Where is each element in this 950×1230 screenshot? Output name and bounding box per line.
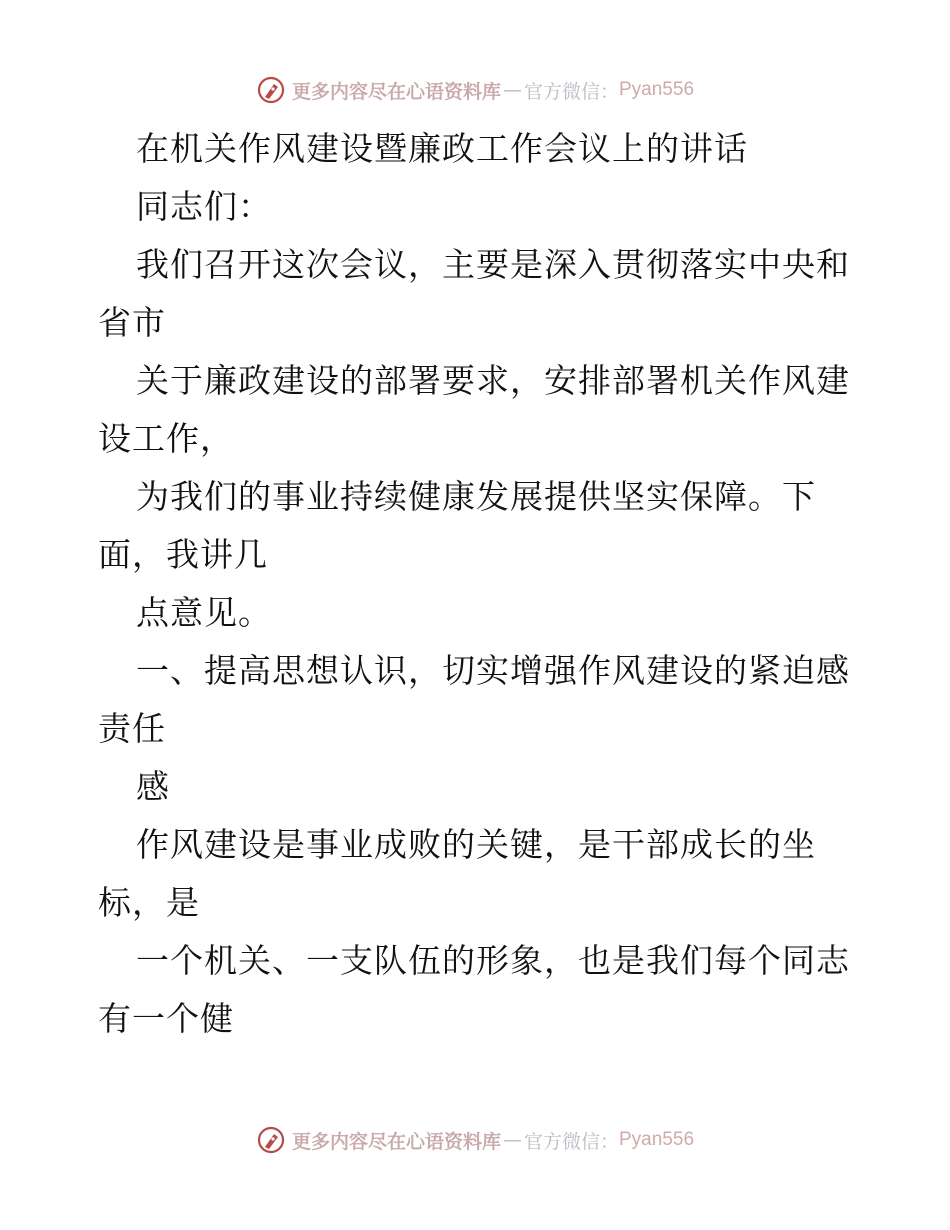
watermark-wechat-id: Pyan556 — [619, 79, 695, 100]
watermark-brand-text: 更多内容尽在心语资料库 — [291, 1130, 501, 1153]
paragraph-line: 我们召开这次会议，主要是深入贯彻落实中央和 — [136, 245, 850, 284]
paragraph-line: 为我们的事业持续健康发展提供坚实保障。下 — [136, 477, 816, 516]
watermark-wechat-id: Pyan556 — [619, 1129, 695, 1150]
paragraph-line: 一个机关、一支队伍的形象，也是我们每个同志 — [136, 941, 850, 980]
paragraph-line: 有一个健 — [98, 999, 234, 1038]
document-body — [98, 120, 858, 1048]
pen-nib-circle-icon — [256, 1125, 286, 1155]
paragraph-line: 面，我讲几 — [98, 535, 268, 574]
watermark-wechat-label: 官方微信： — [523, 1130, 619, 1153]
section-heading-continued: 感 — [136, 767, 170, 806]
document-title: 在机关作风建设暨廉政工作会议上的讲话 — [136, 129, 748, 168]
paragraph-line: 标，是 — [98, 883, 200, 922]
paragraph-line: 设工作， — [98, 419, 234, 458]
pen-nib-circle-icon — [256, 75, 286, 105]
footer-watermark — [0, 1120, 950, 1160]
watermark-wechat-label: 官方微信： — [523, 80, 619, 103]
section-heading: 一、提高思想认识，切实增强作风建设的紧迫感 — [136, 651, 850, 690]
watermark-brand-text: 更多内容尽在心语资料库 — [291, 80, 501, 103]
paragraph-line: 关于廉政建设的部署要求，安排部署机关作风建 — [136, 361, 850, 400]
section-heading-continued: 责任 — [98, 709, 166, 748]
header-watermark — [0, 70, 950, 110]
paragraph-line: 点意见。 — [136, 593, 272, 632]
watermark-separator: — — [502, 1129, 522, 1151]
paragraph-line: 作风建设是事业成败的关键，是干部成长的坐 — [136, 825, 816, 864]
paragraph-line: 省市 — [98, 303, 166, 342]
watermark-separator: — — [502, 79, 522, 101]
salutation: 同志们： — [136, 187, 272, 226]
